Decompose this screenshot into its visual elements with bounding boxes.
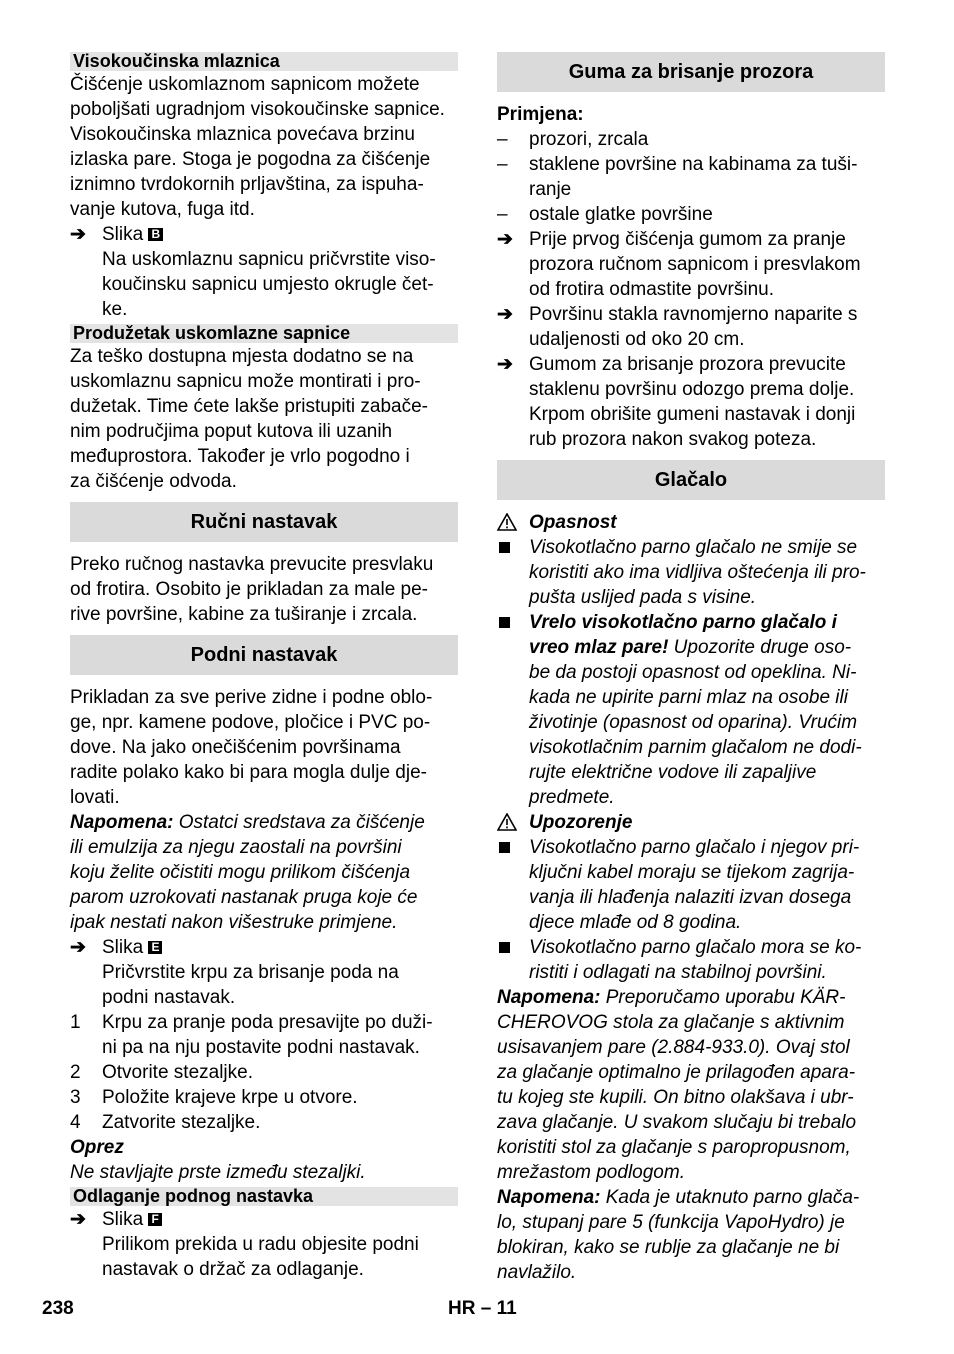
dash-list-item: – prozori, zrcala — [497, 129, 649, 150]
note: Napomena: Preporučamo uporabu KÄR- CHEROVOG stola za glačanje s aktivnim usisavanjem pare (2.884-933.0). Ovaj stol za glačanje optimalno je prilagođen apara- tu kojeg ste kupili. On bitno olakšava i ubr- zava glačanje. U svakom slučaju bi trebalo koristiti stol za glačanje s paropropusnom, mrežastom podlogom. — [497, 987, 857, 1183]
figure-reference: ➔ Slika E — [70, 935, 458, 960]
danger-label: Opasnost — [497, 510, 885, 535]
instruction-text: Na uskomlaznu sapnicu pričvrstite viso- koučinsku sapnicu umjesto okrugle čet- ke. — [102, 249, 436, 320]
warning-triangle-icon — [497, 510, 529, 535]
chapter-heading: Glačalo — [497, 460, 885, 500]
chapter-heading: Podni nastavak — [70, 635, 458, 675]
bullet-item: Visokotlačno parno glačalo ne smije se koristiti ako ima vidljiva oštećenja ili pro- pušta uslijed pada s visine. — [497, 535, 885, 610]
section-heading: Odlaganje podnog nastavka — [70, 1187, 458, 1206]
paragraph: Za teško dostupna mjesta dodatno se na uskomlaznu sapnicu može montirati i pro- dužetak. Time ćete lakše pristupiti zabače- nim područjima poput kutova ili uzanih međuprostora. Također je vrlo pogodno i za čišćenje odvoda. — [70, 346, 429, 492]
dash-list-item: – staklene površine na kabinama za tuši- ranje — [497, 154, 858, 200]
note: Napomena: Kada je utaknuto parno glača- lo, stupanj pare 5 (funkcija VapoHydro) je blokiran, kako se rublje za glačanje ne bi navlažilo. — [497, 1187, 860, 1283]
square-bullet-icon — [499, 617, 510, 628]
square-bullet-icon — [499, 542, 510, 553]
dash-list-item: – ostale glatke površine — [497, 204, 713, 225]
section-heading: Produžetak uskomlazne sapnice — [70, 324, 458, 343]
bullet-item: Visokotlačno parno glačalo i njegov pri- ključni kabel moraju se tijekom zagrija- vanja ili hlađenja nalaziti izvan dosega djece mlađe od 8 godina. — [497, 835, 885, 935]
arrow-right-icon: ➔ — [70, 937, 86, 958]
chapter-heading: Ručni nastavak — [70, 502, 458, 542]
paragraph — [70, 72, 458, 222]
arrow-right-icon: ➔ — [70, 1209, 86, 1230]
figure-reference: ➔ Slika B — [70, 222, 458, 247]
left-column — [70, 50, 458, 1282]
usage-label: Primjena: — [497, 104, 584, 125]
text-line: Visokoučinska mlaznica povećava brzinu — [70, 124, 415, 145]
paragraph: Preko ručnog nastavka prevucite presvlaku od frotira. Osobito je prikladan za male pe- rive površine, kabine za tuširanje i zrcala. — [70, 554, 434, 625]
dash-icon: – — [497, 204, 508, 225]
numbered-step: 4 Zatvorite stezaljke. — [70, 1112, 261, 1133]
note: Napomena: Ostatci sredstava za čišćenje ili emulzija za njegu zaostali na površini koju želite očistiti mogu prilikom čišćenja parom uzrokovati nastanak pruga koje će ipak nestati nakon višestruke primjene. — [70, 812, 425, 933]
instruction-item: ➔ Površinu stakla ravnomjerno naparite s udaljenosti od oko 20 cm. — [497, 304, 858, 350]
section-code: HR – 11 — [448, 1298, 517, 1319]
chapter-heading: Guma za brisanje prozora — [497, 52, 885, 92]
dash-icon: – — [497, 129, 508, 150]
paragraph: Prikladan za sve perive zidne i podne oblo- ge, npr. kamene podove, pločice i PVC po- dove. Na jako onečišćenim površinama radite polako kako bi para mogla dulje dje- lovati. — [70, 687, 433, 808]
square-bullet-icon — [499, 842, 510, 853]
figure-label: B — [148, 228, 163, 241]
bullet-item: Vrelo visokotlačno parno glačalo i vreo mlaz pare! Upozorite druge oso- be da postoji opasnost od opeklina. Ni- kada ne upirite parni mlaz na osobe ili životinje (opasnost od oparina). Vrućim visokotlačnim parnim glačalom ne dodi- rujte električne vodove ili zapaljive predmete. — [497, 610, 885, 810]
numbered-step: 2 Otvorite stezaljke. — [70, 1062, 253, 1083]
figure-reference: ➔ Slika F — [70, 1207, 458, 1232]
instruction-text: Pričvrstite krpu za brisanje poda na podni nastavak. — [102, 962, 399, 1008]
instruction-item: ➔ Gumom za brisanje prozora prevucite staklenu površinu odozgo prema dolje. Krpom obrišite gumeni nastavak i donji rub prozora nakon svakog poteza. — [497, 354, 856, 450]
caution-text: Ne stavljajte prste između stezaljki. — [70, 1162, 366, 1183]
figure-label: F — [148, 1213, 161, 1226]
text-line: vanje kutova, fuga itd. — [70, 199, 255, 220]
dash-icon: – — [497, 154, 508, 175]
arrow-right-icon: ➔ — [497, 354, 513, 375]
arrow-right-icon: ➔ — [497, 229, 513, 250]
right-column — [497, 50, 885, 1285]
numbered-step: 1 Krpu za pranje poda presavijte po duži- ni pa na nju postavite podni nastavak. — [70, 1012, 433, 1058]
text-line: iznimno tvrdokornih prljavština, za ispuha- — [70, 174, 424, 195]
instruction-text: Prilikom prekida u radu objesite podni nastavak o držač za odlaganje. — [102, 1234, 419, 1280]
arrow-right-icon: ➔ — [70, 224, 86, 245]
page-number: 238 — [42, 1298, 74, 1319]
warning-label: Upozorenje — [497, 810, 885, 835]
figure-label: E — [148, 941, 162, 954]
text-line: izlaska pare. Stoga je pogodna za čišćenje — [70, 149, 431, 170]
bullet-item: Visokotlačno parno glačalo mora se ko- ristiti i odlagati na stabilnoj površini. — [497, 935, 885, 985]
square-bullet-icon — [499, 942, 510, 953]
arrow-right-icon: ➔ — [497, 304, 513, 325]
numbered-step: 3 Položite krajeve krpe u otvore. — [70, 1087, 358, 1108]
caution-label: Oprez — [70, 1137, 124, 1158]
text-line: poboljšati ugradnjom visokoučinske sapnice. — [70, 99, 445, 120]
text-line: Čišćenje uskomlaznom sapnicom možete — [70, 74, 420, 95]
warning-triangle-icon — [497, 810, 529, 835]
instruction-item: ➔ Prije prvog čišćenja gumom za pranje prozora ručnom sapnicom i presvlakom od frotira odmastite površinu. — [497, 229, 861, 300]
section-heading: Visokoučinska mlaznica — [70, 52, 458, 71]
